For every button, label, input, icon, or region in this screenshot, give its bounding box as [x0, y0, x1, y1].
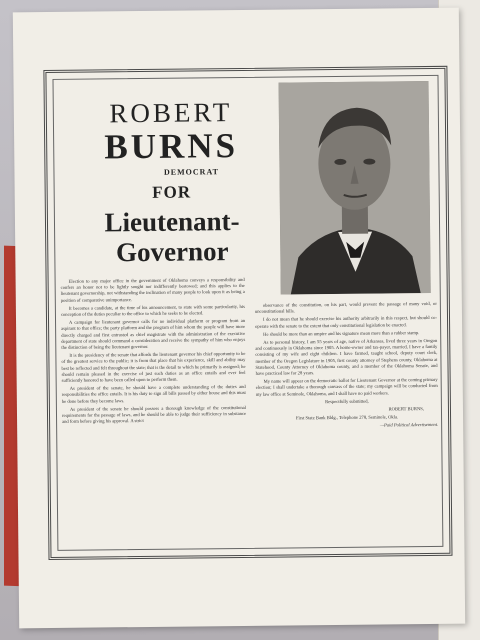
paid-advertisement-notice: —Paid Political Advertisement. — [379, 422, 439, 428]
signature-address: First State Bank Bldg., Telephone 278, Seminole, Okla. — [295, 414, 399, 421]
office-title-line1: Lieutenant- — [104, 205, 240, 238]
right-paragraph: As to personal history, I am 55 years of age, native of Arkansas, lived three years in Oregon and continuously in Oklahoma since 1905. A home-owner and tax-payer, married, I have a family consisting of my wife and eight children. I have farmed, taught school, deputy court clerk, member of the Oregon Legislature in 1905, first county attorney of Stephens county, Oklahoma at Statehood, County Attorney of Oklahoma county, and a member of the Oklahoma Senate, and have practiced law for 28 years. — [255, 337, 438, 376]
right-column — [255, 301, 438, 433]
closing-line: Respectfully submitted, — [325, 398, 369, 404]
office-title-line2: Governor — [115, 236, 229, 268]
candidate-portrait — [279, 81, 431, 295]
candidate-last-name: BURNS — [104, 126, 239, 167]
left-paragraph: As president of the senate he should possess a thorough knowledge of the constitutional requirements for the passage of laws, and he should be able to judge their sufficiency in substance and form before giving his approval. A strict — [61, 404, 247, 425]
left-paragraph: As president of the senate, he should have a complete understanding of the duties and responsibilities the office entails. It is his duty to sign all bills passed by either house and this must be done before they become laws. — [61, 384, 246, 404]
left-paragraph: It is the presidency of the senate that affords the lieutenant governor his chief opportunity to be of the greatest service to the public; it is from that place that his experience, skill and ability may best be reflected and felt throughout the state; that is the detail to which he primarily is assigned; he should remain pleased in the exercise of just such duties as an office entails and ever feel sufficiently honored to have been called upon to perform them. — [61, 351, 246, 383]
for-label: FOR — [152, 182, 192, 202]
right-paragraph: My name will appear on the democratic ballot for Lieutenant Governor at the coming primary election; I shall undertake a thorough canvass of the state; my campaign will be conducted from my law office at Seminole, Oklahoma, and I shall have no paid workers. — [255, 377, 438, 397]
left-paragraph: It becomes a candidate, at the time of his announcement, to state with some particularity, his conception of the duties peculiar to the office to which he seeks to be elected. — [60, 303, 245, 317]
party-label: DEMOCRAT — [163, 167, 219, 177]
book-page — [13, 8, 465, 629]
left-column — [61, 277, 247, 427]
candidate-first-name: ROBERT — [109, 97, 233, 129]
left-paragraph: Election to any major office in the government of Oklahoma conveys a responsibility and confers an honor not to be lightly sought nor indifferently bestowed; and this applies to the lieutenant governorship, not withstanding the inclination of many people to look upon it as being a position of comparative unimportance. — [60, 276, 245, 303]
right-paragraph: I do not mean that he should exercise his authority arbitrarily in this respect, but should co-operate with the senate to the extent that only constitutional legislation be enacted. — [255, 315, 438, 329]
right-paragraph: observance of the constitution, on his part, would prevent the passage of many void, or unconstitutional bills. — [254, 300, 437, 315]
portrait-illustration — [279, 81, 431, 295]
right-paragraph: He should be more than an umpire and his signature mean more than a rubber stamp. — [263, 329, 420, 337]
signature-name: ROBERT BURNS, — [388, 406, 424, 412]
headline-block — [57, 97, 287, 268]
advertisement — [43, 66, 452, 560]
body-text — [60, 276, 440, 553]
left-paragraph: A campaign for lieutenant governor calls for no individual platform or program from an aspirant to that office; the party platform and the program of him whom the people will have more directly charged and first entrusted as chief magistrate with the administration of the executive department of state should command a consideration and receive the sympathy of him who enjoys the distinction of being the lieutenant governor. — [61, 318, 246, 350]
